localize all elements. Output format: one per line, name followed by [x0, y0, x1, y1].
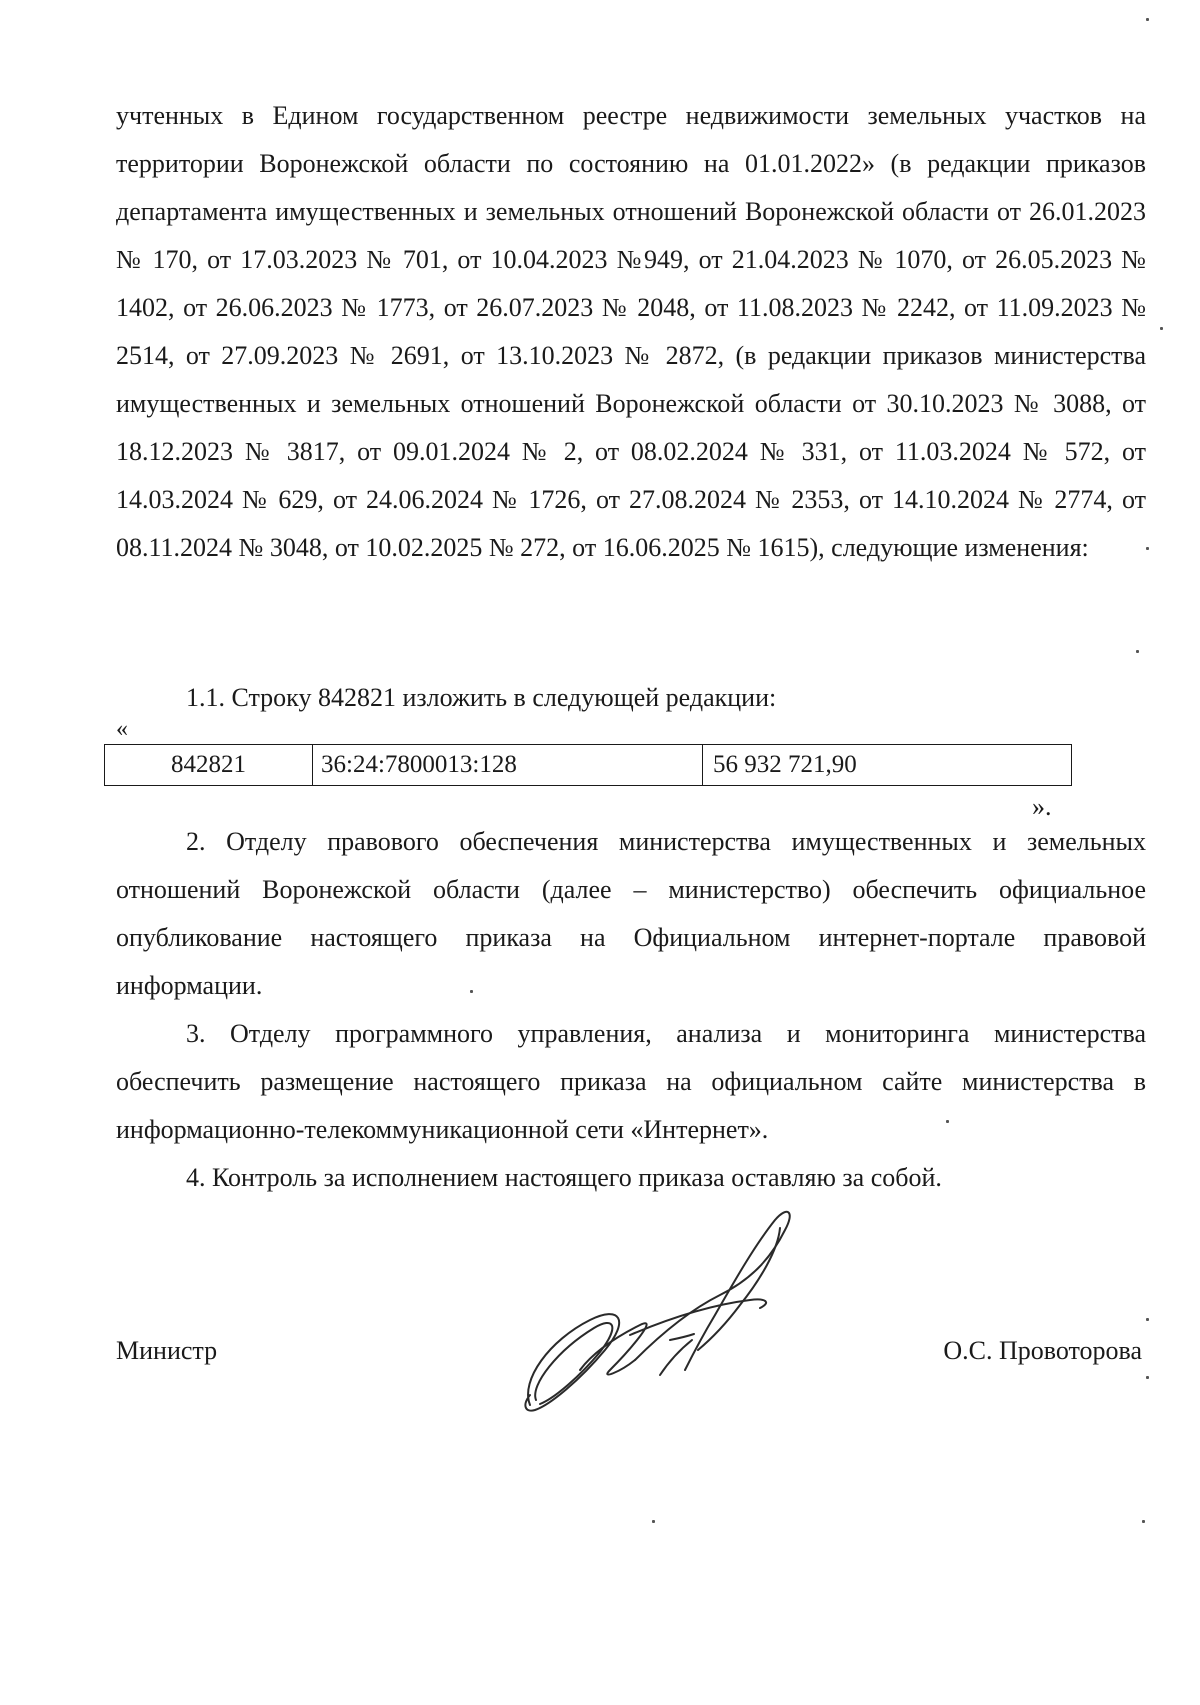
signatory-name: О.С. Провоторова: [943, 1336, 1142, 1365]
scan-speck: [1146, 1318, 1149, 1321]
item-3: 3. Отделу программного управления, анализа и мониторинга министерства обеспечить размещение настоящего приказа на официальном сайте министерства в информационно-телекоммуникационной сети «Интернет».: [116, 1019, 1146, 1144]
scan-speck: [470, 990, 473, 993]
signatory-title: Министр: [116, 1336, 218, 1365]
table-cell-cadastral-number: 36:24:7800013:128: [313, 745, 703, 785]
table-cell-value: 56 932 721,90: [713, 751, 857, 778]
table-cell-row-number: 842821: [105, 745, 313, 785]
table-open-quote: «: [116, 716, 128, 742]
scan-speck: [1136, 650, 1139, 653]
item-4: 4. Контроль за исполнением настоящего приказа оставляю за собой.: [186, 1163, 942, 1192]
handwritten-signature: [510, 1200, 840, 1430]
amended-row-table: [104, 744, 1072, 786]
intro-paragraph: учтенных в Едином государственном реестре недвижимости земельных участков на территории Воронежской области по состоянию на 01.01.2022» (в редакции приказов департамента имущественных и земельных отношений Воронежской области от 26.01.2023 № 170, от 17.03.2023 № 701, от 10.04.2023 №949, от 21.04.2023 № 1070, от 26.05.2023 № 1402, от 26.06.2023 № 1773, от 26.07.2023 № 2048, от 11.08.2023 № 2242, от 11.09.2023 № 2514, от 27.09.2023 № 2691, от 13.10.2023 № 2872, (в редакции приказов министерства имущественных и земельных отношений Воронежской области от 30.10.2023 № 3088, от 18.12.2023 № 3817, от 09.01.2024 № 2, от 08.02.2024 № 331, от 11.03.2024 № 572, от 14.03.2024 № 629, от 24.06.2024 № 1726, от 27.08.2024 № 2353, от 14.10.2024 № 2774, от 08.11.2024 № 3048, от 10.02.2025 № 272, от 16.06.2025 № 1615), следующие изменения:: [116, 101, 1146, 562]
table-close-quote: ».: [1032, 792, 1052, 821]
scan-speck: [652, 1520, 655, 1523]
scan-speck: [1142, 1520, 1145, 1523]
scan-speck: [1146, 18, 1149, 21]
item-2: 2. Отделу правового обеспечения министерства имущественных и земельных отношений Воронежской области (далее – министерство) обеспечить официальное опубликование настоящего приказа на Официальном интернет-портале правовой информации.: [116, 827, 1146, 1000]
scan-speck: [946, 1120, 949, 1123]
scan-speck: [1146, 1376, 1149, 1379]
scan-speck: [1160, 327, 1163, 330]
scan-speck: [1146, 547, 1149, 550]
item-1-1: 1.1. Строку 842821 изложить в следующей редакции:: [186, 683, 777, 712]
